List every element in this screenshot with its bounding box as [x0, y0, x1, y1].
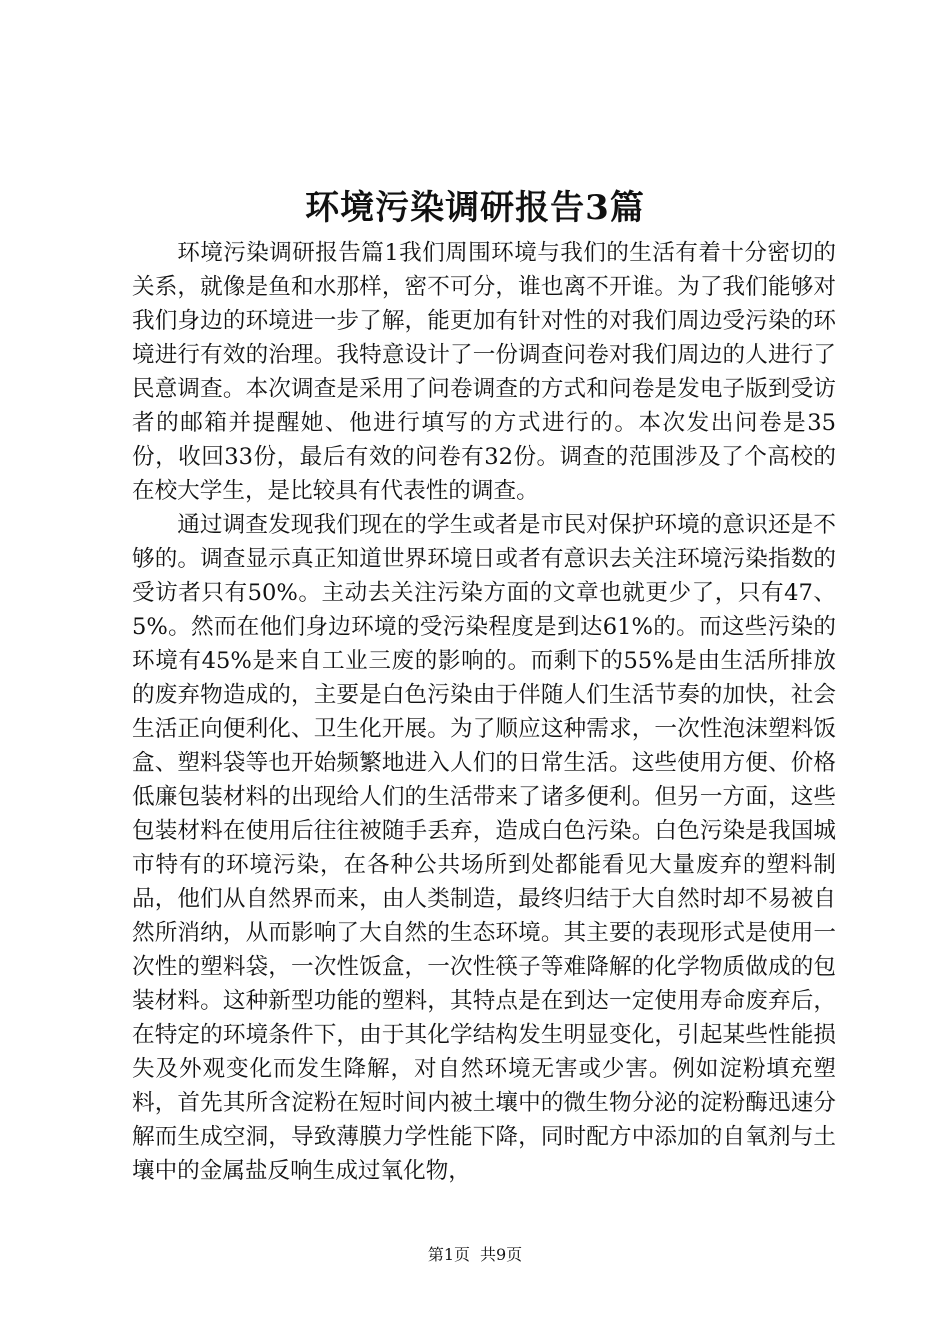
page-footer: [0, 1244, 950, 1266]
paragraph-2: 通过调查发现我们现在的学生或者是市民对保护环境的意识还是不够的。调查显示真正知道世界环境日或者有意识去关注环境污染指数的受访者只有50%。主动去关注污染方面的文章也就更少了，只有47、5%。然而在他们身边环境的受污染程度是到达61%的。而这些污染的环境有45%是来自工业三废的影响的。而剩下的55%是由生活所排放的废弃物造成的，主要是白色污染由于伴随人们生活节奏的加快，社会生活正向便利化、卫生化开展。为了顺应这种需求，一次性泡沫塑料饭盒、塑料袋等也开始频繁地进入人们的日常生活。这些使用方便、价格低廉包装材料的出现给人们的生活带来了诸多便利。但另一方面，这些包装材料在使用后往往被随手丢弃，造成白色污染。白色污染是我国城市特有的环境污染，在各种公共场所到处都能看见大量废弃的塑料制品，他们从自然界而来，由人类制造，最终归结于大自然时却不易被自然所消纳，从而影响了大自然的生态环境。其主要的表现形式是使用一次性的塑料袋，一次性饭盒，一次性筷子等难降解的化学物质做成的包装材料。这种新型功能的塑料，其特点是在到达一定使用寿命废弃后，在特定的环境条件下，由于其化学结构发生明显变化，引起某些性能损失及外观变化而发生降解，对自然环境无害或少害。例如淀粉填充塑料，首先其所含淀粉在短时间内被土壤中的微生物分泌的淀粉酶迅速分解而生成空洞，导致薄膜力学性能下降，同时配方中添加的自氧剂与土壤中的金属盐反响生成过氧化物，: [132, 512, 836, 1184]
document-body: [132, 236, 836, 1188]
total-pages: 共9页: [480, 1245, 523, 1264]
paragraph-1: 环境污染调研报告篇1我们周围环境与我们的生活有着十分密切的关系，就像是鱼和水那样，密不可分，谁也离不开谁。为了我们能够对我们身边的环境进一步了解，能更加有针对性的对我们周边受污染的环境进行有效的治理。我特意设计了一份调查问卷对我们周边的人进行了民意调查。本次调查是采用了问卷调查的方式和问卷是发电子版到受访者的邮箱并提醒她、他进行填写的方式进行的。本次发出问卷是35份，收回33份，最后有效的问卷有32份。调查的范围涉及了个高校的在校大学生，是比较具有代表性的调查。: [132, 240, 836, 504]
document-title: 环境污染调研报告3篇: [305, 188, 645, 228]
page-number: 第1页: [427, 1245, 470, 1264]
